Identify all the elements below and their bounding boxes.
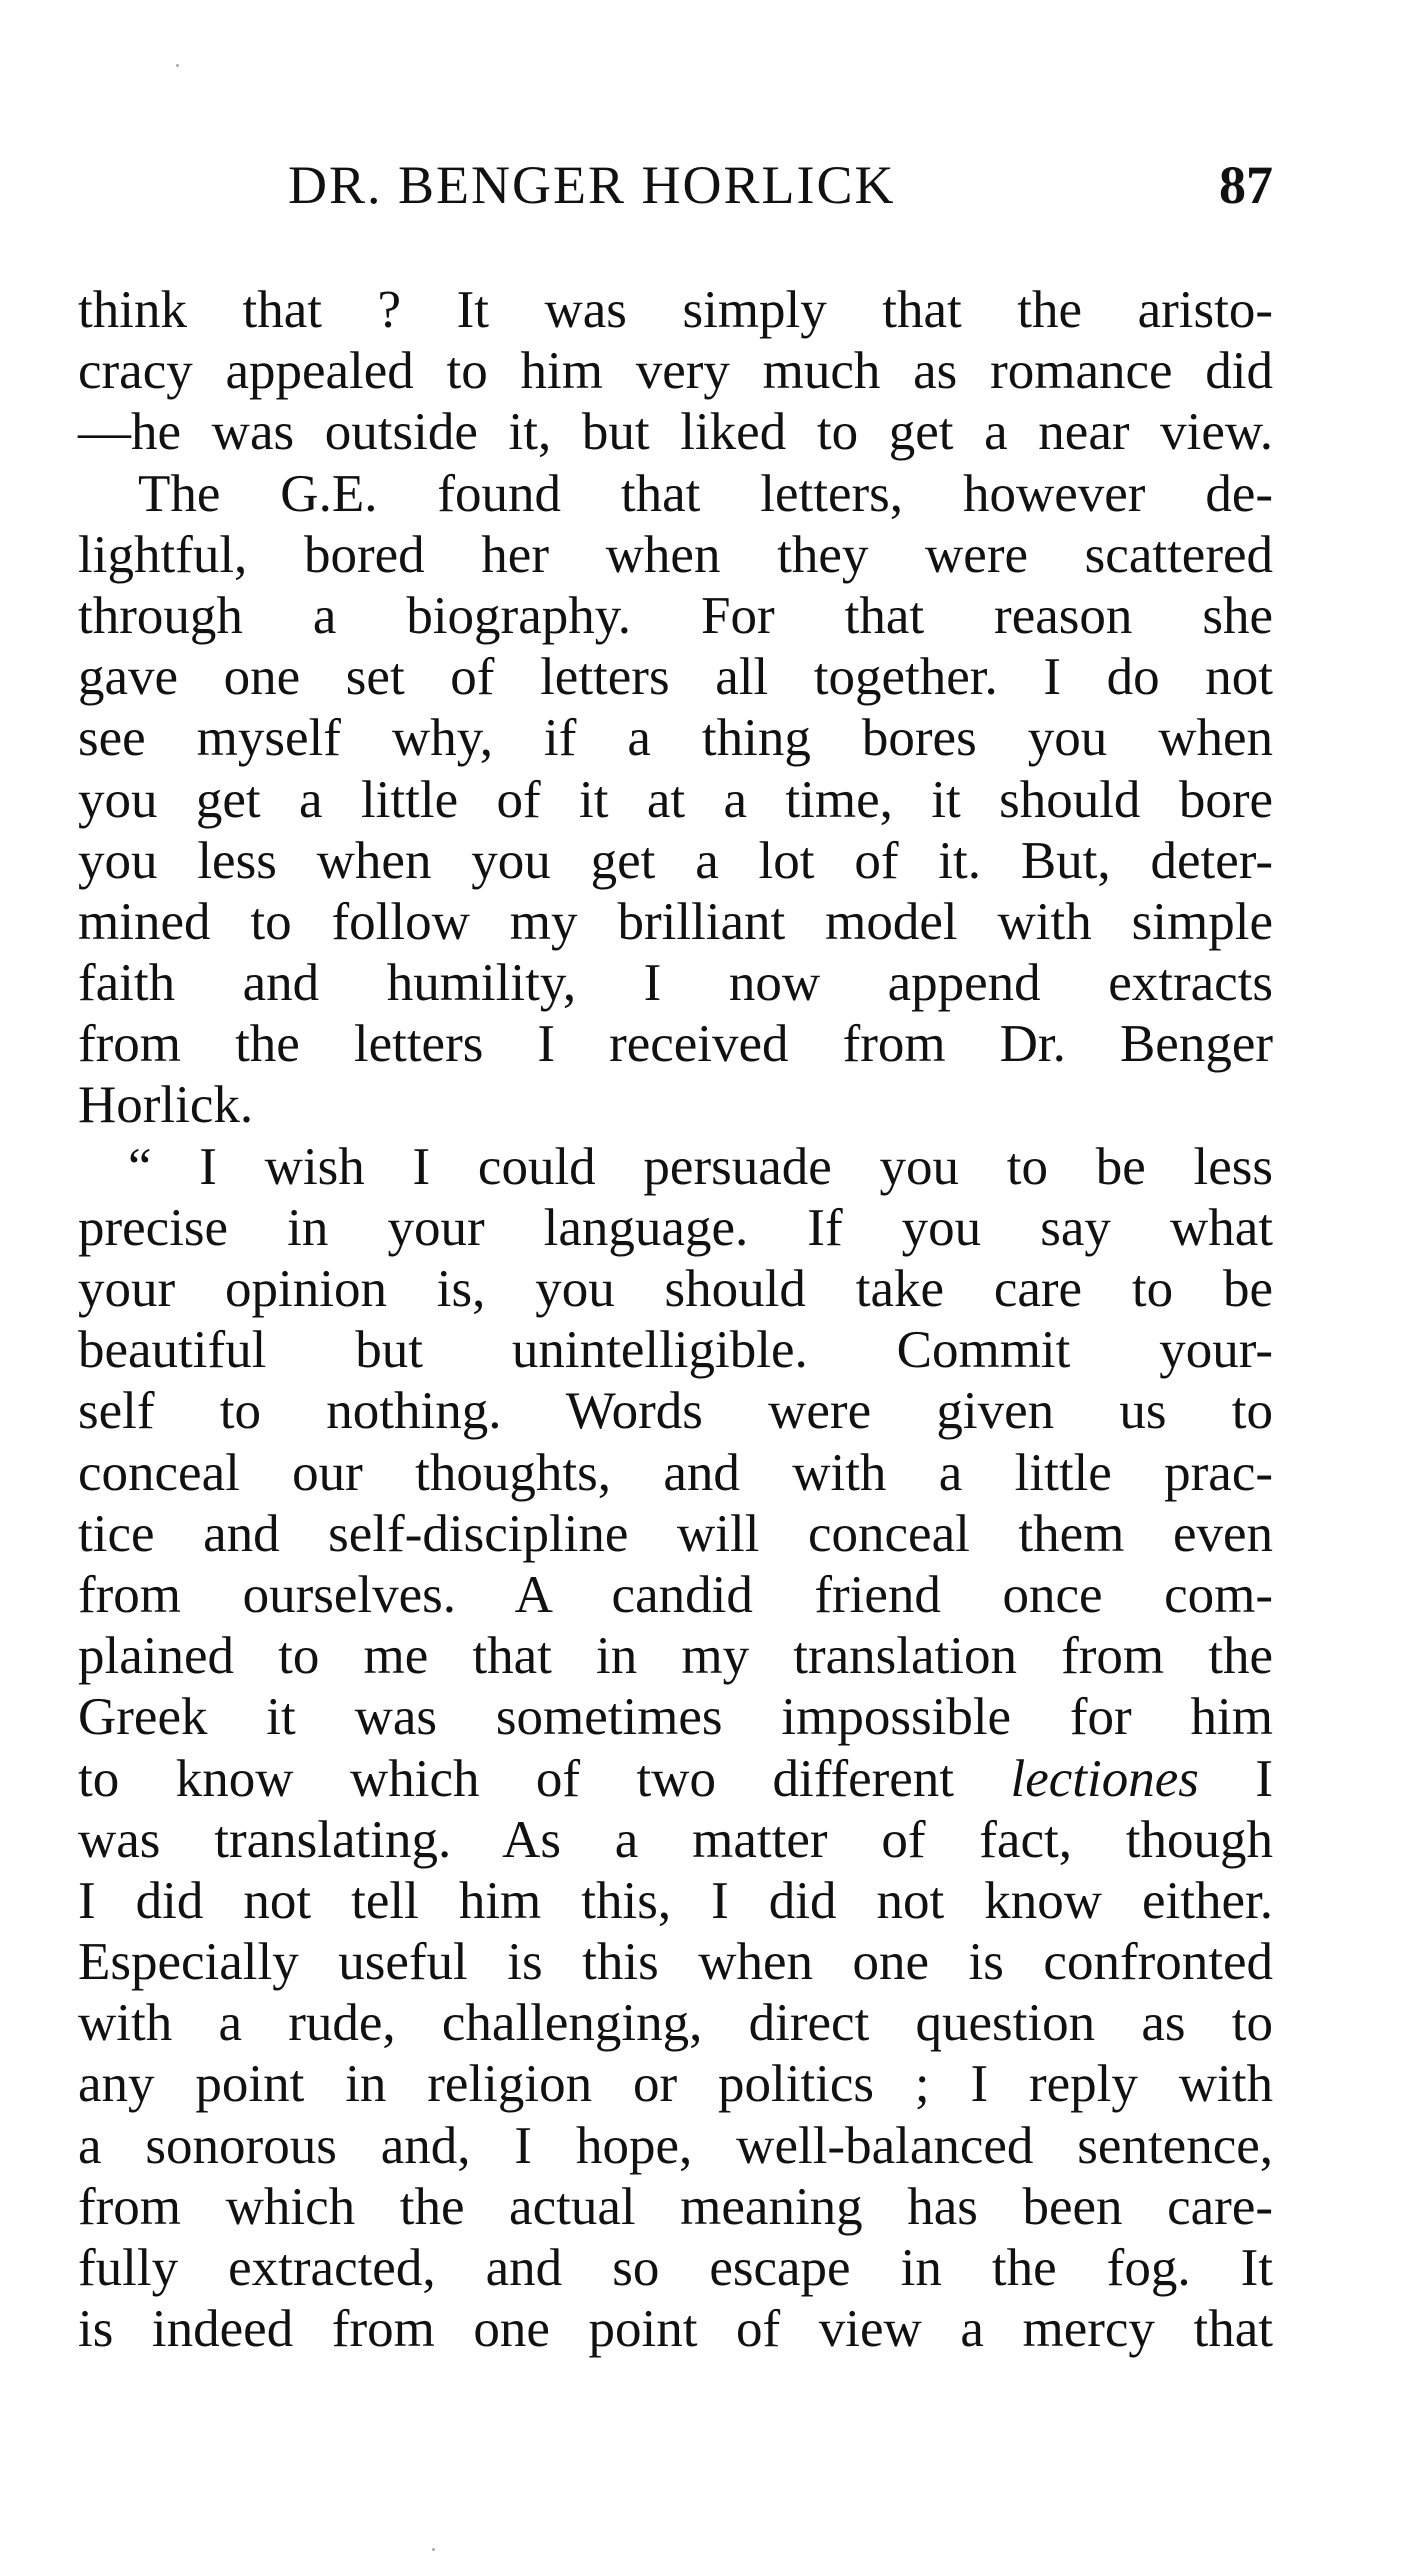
- text-line: you less when you get a lot of it. But, deter-: [78, 831, 1273, 890]
- text-line: from ourselves. A candid friend once com-: [78, 1565, 1273, 1624]
- text-line: conceal our thoughts, and with a little prac-: [78, 1443, 1273, 1502]
- text-line-start: to know which of two different: [78, 1749, 1011, 1808]
- body-text: [78, 280, 1273, 2360]
- text-line: Greek it was sometimes impossible for him: [78, 1688, 1273, 1747]
- page-header: [78, 150, 1273, 220]
- text-line: faith and humility, I now append extracts: [78, 954, 1273, 1013]
- text-line: Especially useful is this when one is confronted: [78, 1933, 1273, 1992]
- text-line: from the letters I received from Dr. Benger: [78, 1015, 1273, 1074]
- text-line: through a biography. For that reason she: [78, 586, 1273, 645]
- text-line: a sonorous and, I hope, well-balanced sentence,: [78, 2116, 1273, 2175]
- text-line: from which the actual meaning has been care-: [78, 2177, 1273, 2236]
- text-line-end: I: [1198, 1749, 1273, 1808]
- running-head: DR. BENGER HORLICK: [288, 155, 896, 215]
- text-line: “ I wish I could persuade you to be less: [128, 1137, 1273, 1196]
- text-line: precise in your language. If you say what: [78, 1198, 1273, 1257]
- text-line: self to nothing. Words were given us to: [78, 1382, 1273, 1441]
- text-line: plained to me that in my translation from the: [78, 1627, 1273, 1686]
- text-line: lightful, bored her when they were scattered: [78, 525, 1273, 584]
- text-line: with a rude, challenging, direct question as to: [78, 1994, 1273, 2053]
- text-line: Horlick.: [78, 1076, 254, 1135]
- text-line: tice and self-discipline will conceal them even: [78, 1504, 1273, 1563]
- text-line: The G.E. found that letters, however de-: [138, 464, 1273, 523]
- text-line: fully extracted, and so escape in the fog. It: [78, 2239, 1273, 2297]
- text-line: is indeed from one point of view a mercy that: [78, 2300, 1273, 2359]
- scan-speck: [176, 64, 179, 67]
- text-line: you get a little of it at a time, it should bore: [78, 770, 1273, 829]
- text-line: was translating. As a matter of fact, though: [78, 1810, 1273, 1869]
- text-line: see myself why, if a thing bores you when: [78, 709, 1273, 768]
- text-line: beautiful but unintelligible. Commit your-: [78, 1321, 1273, 1380]
- text-line-with-italic: [78, 1749, 1273, 1810]
- page-number: 87: [1219, 155, 1273, 215]
- scan-speck: [432, 2548, 435, 2551]
- italic-word: lectiones: [1010, 1749, 1199, 1808]
- text-line: your opinion is, you should take care to be: [78, 1260, 1273, 1318]
- text-line: think that ? It was simply that the aristo-: [78, 281, 1273, 339]
- text-line: cracy appealed to him very much as romance did: [78, 342, 1273, 401]
- text-line: any point in religion or politics ; I reply with: [78, 2055, 1273, 2114]
- text-line: mined to follow my brilliant model with simple: [78, 892, 1273, 951]
- text-line: —he was outside it, but liked to get a near view.: [78, 403, 1273, 462]
- text-line: I did not tell him this, I did not know either.: [78, 1871, 1273, 1930]
- text-line: gave one set of letters all together. I do not: [78, 648, 1273, 707]
